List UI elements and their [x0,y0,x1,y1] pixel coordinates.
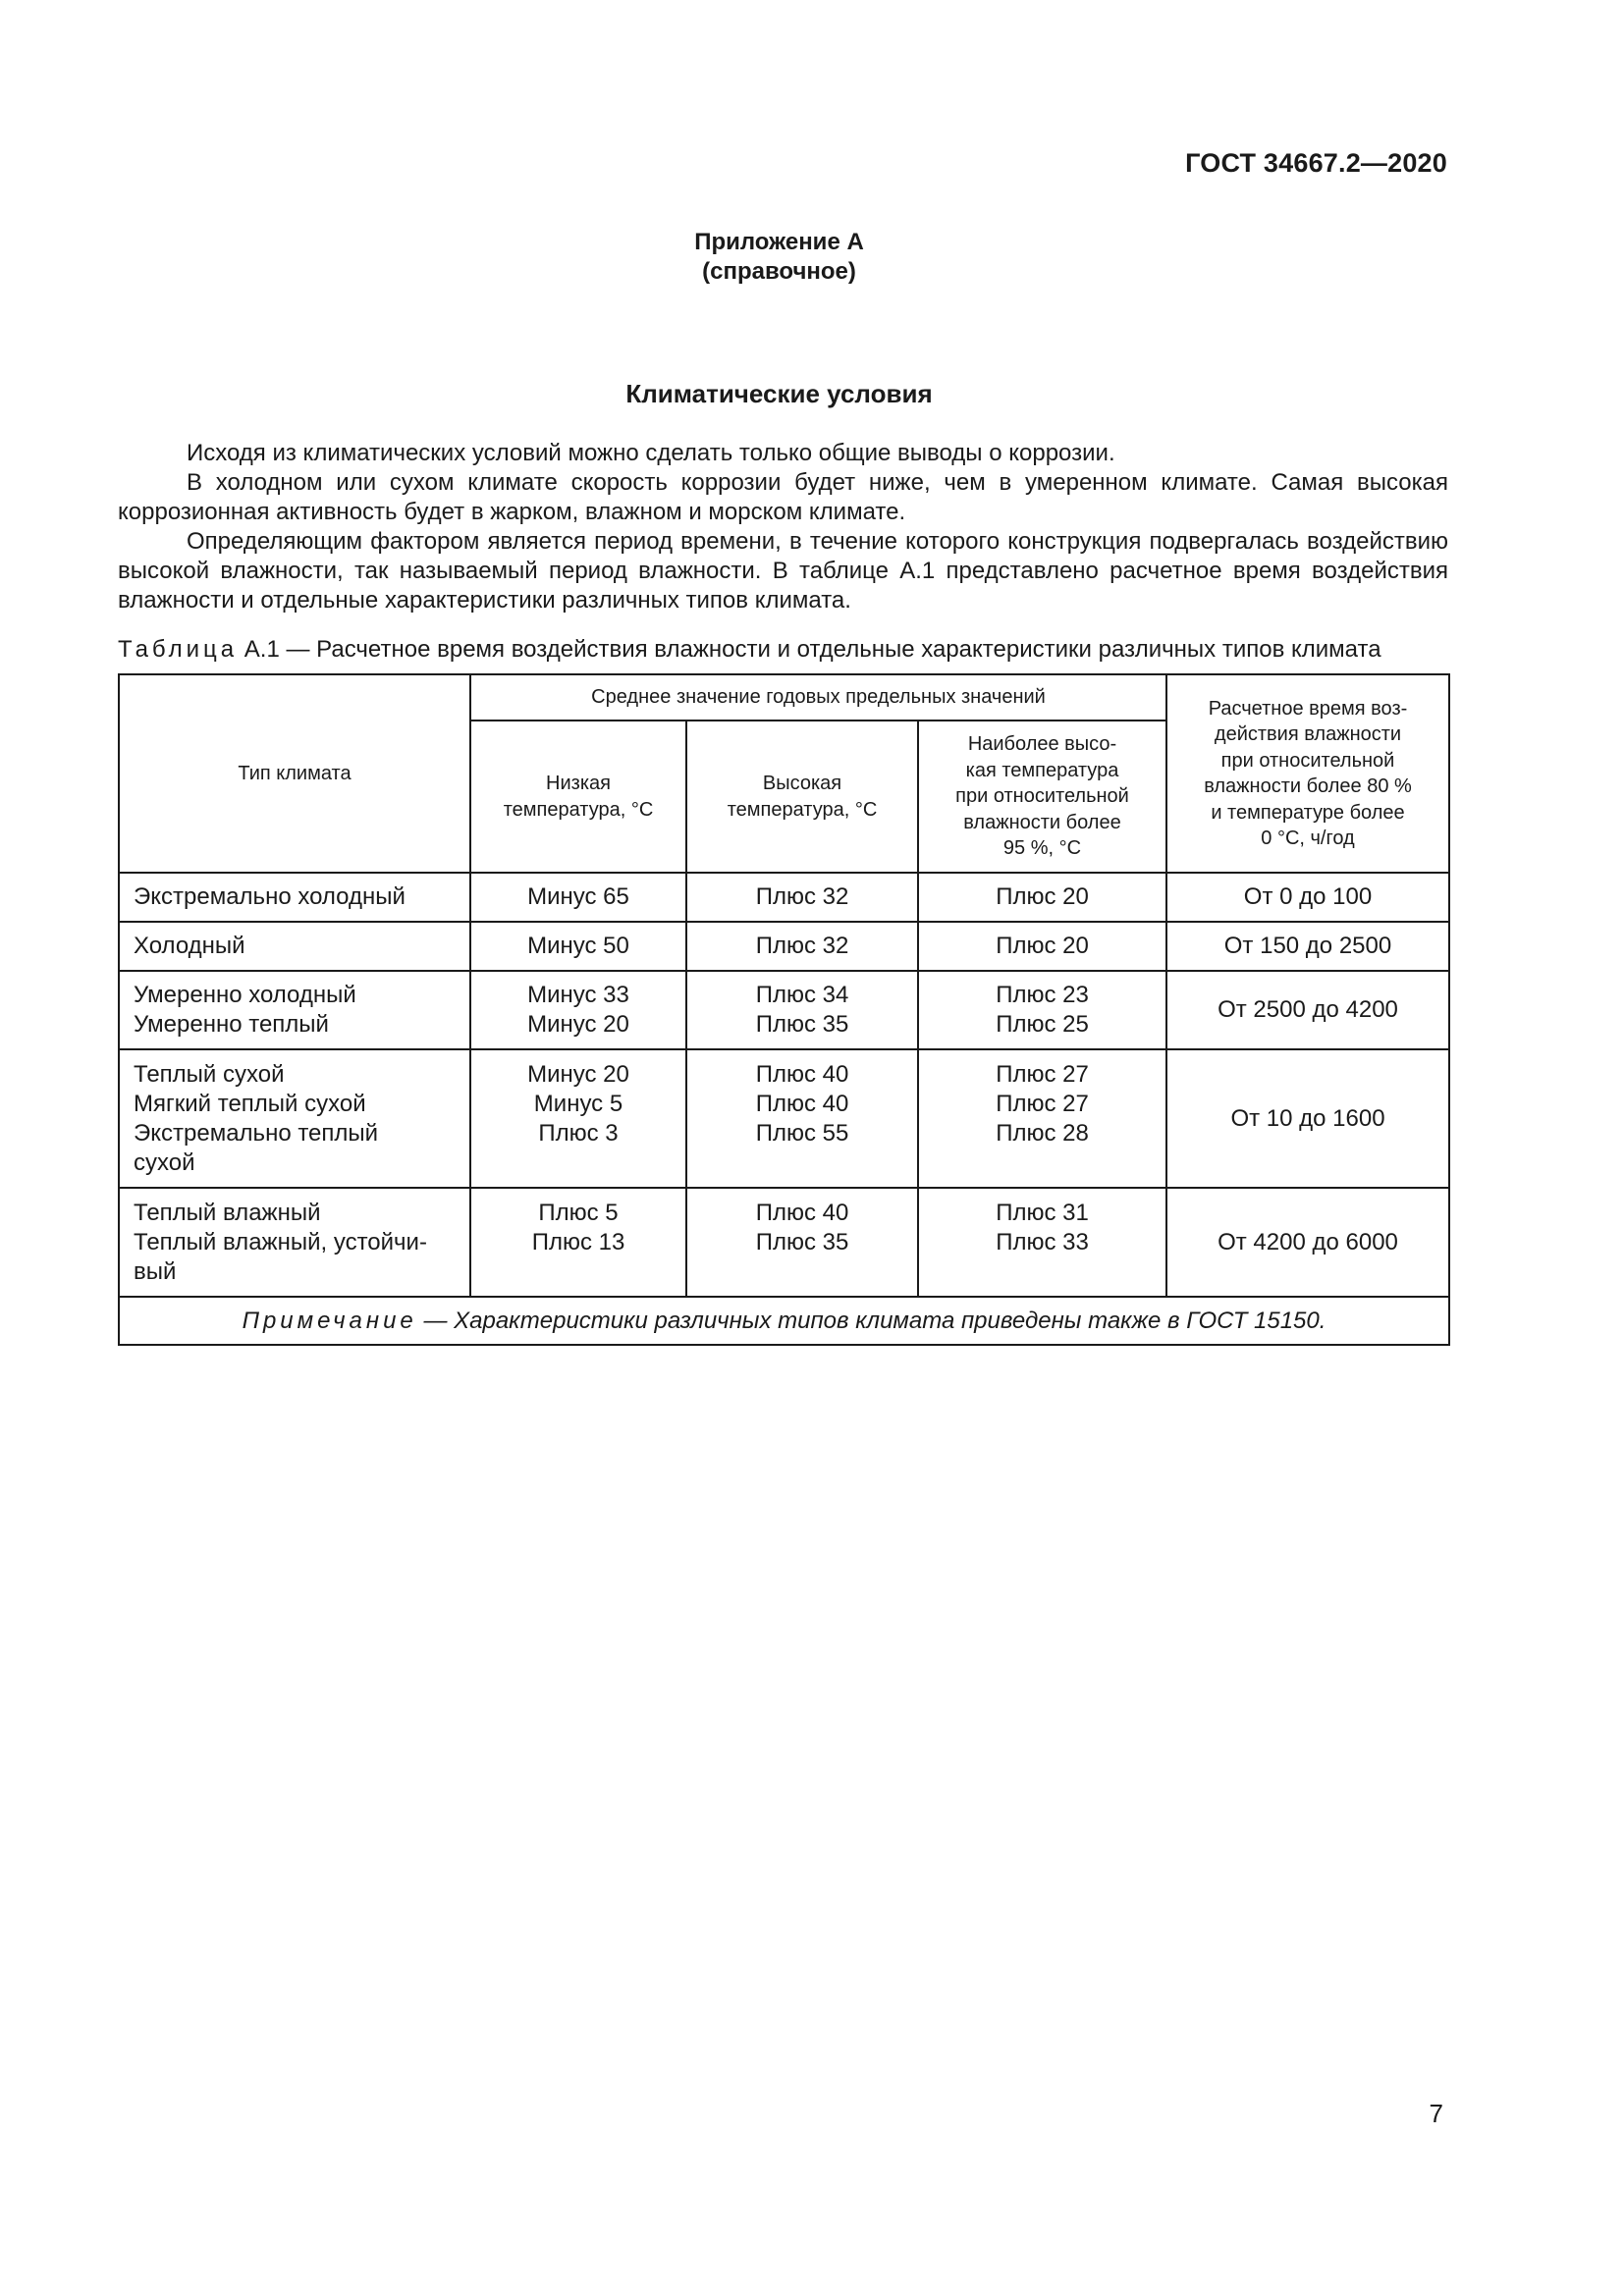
cell-humid-temperature: Плюс 20 [918,873,1166,922]
paragraph: Исходя из климатических условий можно сделать только общие выводы о коррозии. [187,440,1115,466]
header-low-temperature: Низкая температура, °С [470,721,686,873]
header-climate-type: Тип климата [119,674,470,873]
cell-low-temperature: Минус 33 Минус 20 [470,971,686,1049]
cell-climate-type: Экстремально холодный [119,873,470,922]
cell-low-temperature: Минус 50 [470,922,686,971]
table-caption [118,636,1453,664]
cell-humid-temperature: Плюс 27 Плюс 27 Плюс 28 [918,1049,1166,1188]
cell-high-temperature: Плюс 40 Плюс 40 Плюс 55 [686,1049,918,1188]
cell-exposure: От 2500 до 4200 [1166,971,1449,1049]
cell-exposure: От 150 до 2500 [1166,922,1449,971]
table-caption-label: Таблица [118,636,239,663]
header-high-temperature: Высокая температура, °С [686,721,918,873]
cell-high-temperature: Плюс 34 Плюс 35 [686,971,918,1049]
cell-climate-type: Теплый влажный Теплый влажный, устойчи- вый [119,1188,470,1297]
table-note-row [119,1297,1449,1345]
header-max-humid-temperature: Наиболее высо- кая температура при относительной влажности более 95 %, °С [918,721,1166,873]
cell-climate-type: Умеренно холодный Умеренно теплый [119,971,470,1049]
document-number: ГОСТ 34667.2—2020 [1185,148,1447,178]
header-annual-average: Среднее значение годовых предельных значений [470,674,1166,721]
table-row [119,922,1449,971]
paragraph: В холодном или сухом климате скорость коррозии будет ниже, чем в умеренном климате. Самая высокая коррозионная активность будет в жарком, влажном и морском климате. [118,469,1448,525]
header-exposure-time: Расчетное время воз- действия влажности при относительной влажности более 80 % и температуре более 0 °С, ч/год [1166,674,1449,873]
table-note-label: Примечание [242,1307,417,1334]
paragraph: Определяющим фактором является период времени, в течение которого конструкция подвергалась воздействию высокой влажности, так называемый период влажности. В таблице А.1 представлено расчетное время воздействия влажности и отдельные характеристики различных типов климата. [118,528,1448,614]
table-note-text: — Характеристики различных типов климата приведены также в ГОСТ 15150. [416,1307,1326,1334]
table-note [119,1297,1449,1345]
cell-low-temperature: Минус 20 Минус 5 Плюс 3 [470,1049,686,1188]
table-row [119,1049,1449,1188]
cell-humid-temperature: Плюс 20 [918,922,1166,971]
cell-climate-type: Теплый сухой Мягкий теплый сухой Экстремально теплый сухой [119,1049,470,1188]
table-row [119,1188,1449,1297]
annex-heading [0,228,1558,287]
table-row [119,971,1449,1049]
cell-humid-temperature: Плюс 31 Плюс 33 [918,1188,1166,1297]
section-title: Климатические условия [625,379,933,408]
cell-high-temperature: Плюс 32 [686,873,918,922]
table-caption-text: А.1 — Расчетное время воздействия влажности и отдельные характеристики различных типов климата [238,636,1381,663]
page-number: 7 [1429,2099,1443,2128]
cell-humid-temperature: Плюс 23 Плюс 25 [918,971,1166,1049]
annex-title: Приложение А [694,229,864,255]
cell-low-temperature: Плюс 5 Плюс 13 [470,1188,686,1297]
annex-subtitle: (справочное) [702,258,856,285]
cell-exposure: От 4200 до 6000 [1166,1188,1449,1297]
body-text [118,439,1448,615]
cell-high-temperature: Плюс 40 Плюс 35 [686,1188,918,1297]
cell-exposure: От 10 до 1600 [1166,1049,1449,1188]
climate-table [118,673,1450,1346]
cell-exposure: От 0 до 100 [1166,873,1449,922]
table-row [119,873,1449,922]
cell-climate-type: Холодный [119,922,470,971]
cell-high-temperature: Плюс 32 [686,922,918,971]
cell-low-temperature: Минус 65 [470,873,686,922]
